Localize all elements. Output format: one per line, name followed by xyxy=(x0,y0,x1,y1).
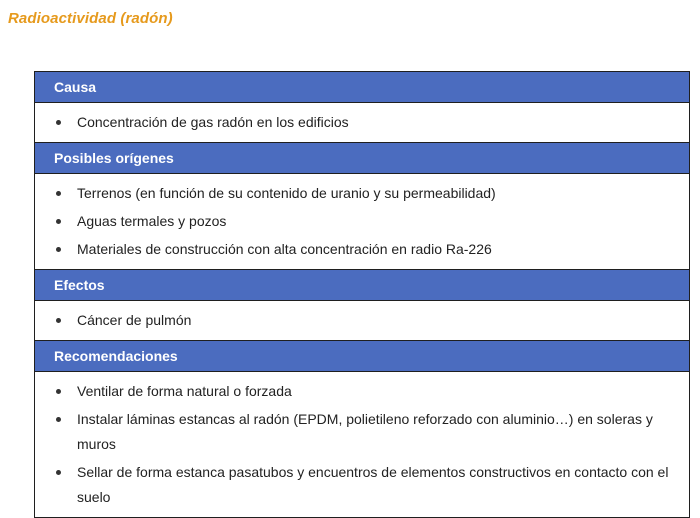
section-body-posibles-origenes xyxy=(35,174,689,270)
list-item xyxy=(35,181,689,206)
list-item xyxy=(35,407,689,457)
list-item-text: Materiales de construcción con alta concentración en radio Ra-226 xyxy=(77,241,492,257)
list-item-text: Sellar de forma estanca pasatubos y encuentros de elementos constructivos en contacto con el suelo xyxy=(77,464,669,505)
bullet-icon xyxy=(56,318,61,323)
section-body-efectos xyxy=(35,301,689,341)
list-item xyxy=(35,110,689,135)
bullet-icon xyxy=(56,470,61,475)
list-item-text: Terrenos (en función de su contenido de uranio y su permeabilidad) xyxy=(77,185,496,201)
bullet-icon xyxy=(56,417,61,422)
list-item-text: Cáncer de pulmón xyxy=(77,312,192,328)
bullet-icon xyxy=(56,120,61,125)
bullet-icon xyxy=(56,389,61,394)
list-item xyxy=(35,209,689,234)
info-table xyxy=(34,71,690,518)
bullet-icon xyxy=(56,191,61,196)
list-item xyxy=(35,237,689,262)
section-header-causa: Causa xyxy=(35,72,689,103)
section-body-recomendaciones xyxy=(35,372,689,517)
list-item xyxy=(35,308,689,333)
document-title: Radioactividad (radón) xyxy=(8,10,173,27)
section-header-efectos: Efectos xyxy=(35,270,689,301)
section-body-causa xyxy=(35,103,689,143)
list-item xyxy=(35,460,689,510)
section-header-posibles-origenes: Posibles orígenes xyxy=(35,143,689,174)
list-item-text: Ventilar de forma natural o forzada xyxy=(77,383,292,399)
bullet-icon xyxy=(56,247,61,252)
bullet-icon xyxy=(56,219,61,224)
list-item xyxy=(35,379,689,404)
list-item-text: Instalar láminas estancas al radón (EPDM, polietileno reforzado con aluminio…) en soleras y muros xyxy=(77,411,653,452)
list-item-text: Aguas termales y pozos xyxy=(77,213,227,229)
section-header-recomendaciones: Recomendaciones xyxy=(35,341,689,372)
list-item-text: Concentración de gas radón en los edificios xyxy=(77,114,349,130)
